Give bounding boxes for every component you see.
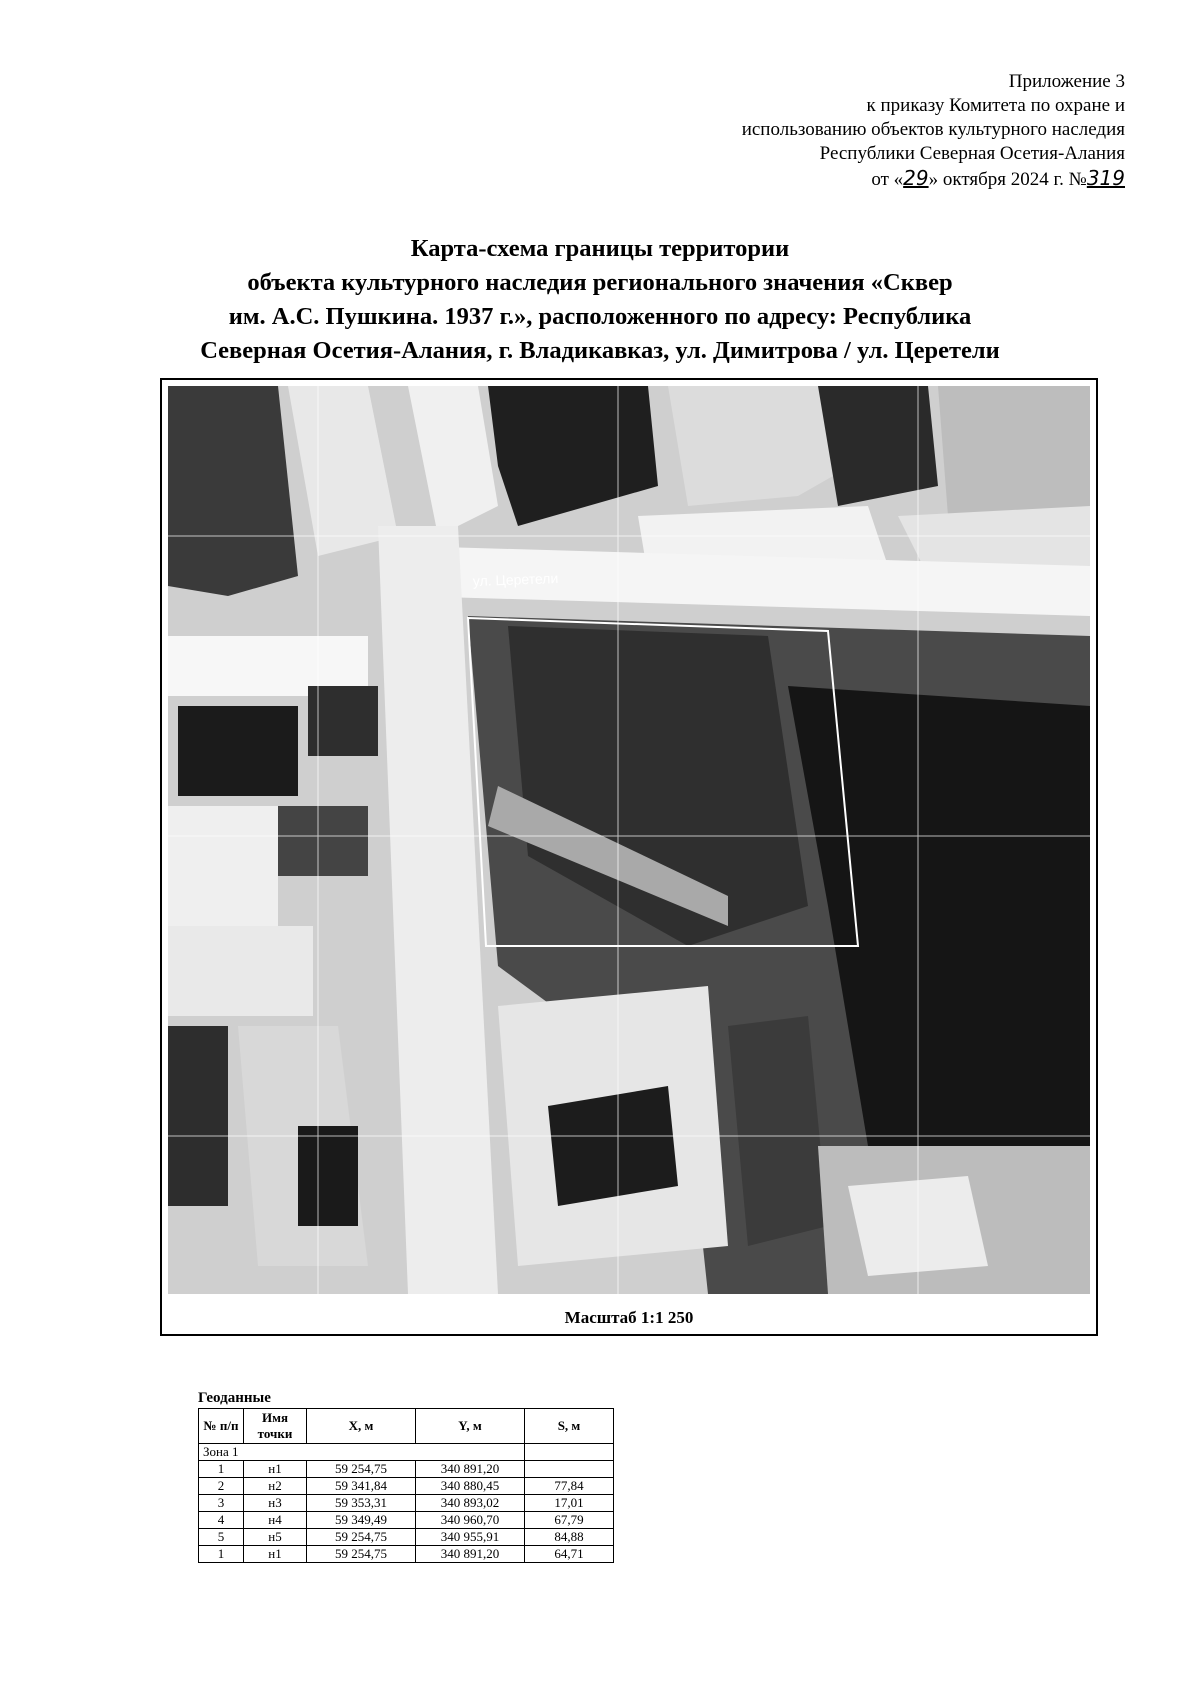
building <box>168 926 313 1016</box>
building <box>818 386 938 506</box>
table-row <box>199 1546 614 1563</box>
table-cell: н5 <box>244 1529 307 1546</box>
table-cell: 2 <box>199 1478 244 1495</box>
distance-cell: 77,84 <box>525 1478 614 1495</box>
table-row <box>199 1461 614 1478</box>
header-y: Y, м <box>416 1409 525 1444</box>
distance-cell: 17,01 <box>525 1495 614 1512</box>
table-cell: н2 <box>244 1478 307 1495</box>
header-point-name: Имя точки <box>244 1409 307 1444</box>
table-cell: 340 891,20 <box>416 1546 525 1563</box>
appendix-line-4: Республики Северная Осетия-Алания <box>819 143 1125 164</box>
title-line-1: Карта-схема границы территории <box>410 235 790 262</box>
table-cell: 59 349,49 <box>307 1512 416 1529</box>
header-number: № п/п <box>199 1409 244 1444</box>
table-cell: 3 <box>199 1495 244 1512</box>
distance-cell: 84,88 <box>525 1529 614 1546</box>
table-cell: 340 891,20 <box>416 1461 525 1478</box>
building <box>178 706 298 796</box>
table-cell: 1 <box>199 1546 244 1563</box>
table-cell: 340 880,45 <box>416 1478 525 1495</box>
date-middle: » октября 2024 г. № <box>928 169 1087 190</box>
table-cell: 59 254,75 <box>307 1546 416 1563</box>
table-cell: 340 960,70 <box>416 1512 525 1529</box>
table-cell: н4 <box>244 1512 307 1529</box>
table-cell: 340 955,91 <box>416 1529 525 1546</box>
aerial-map <box>168 386 1090 1294</box>
date-prefix: от « <box>871 169 904 190</box>
title-line-2: объекта культурного наследия регионального значения «Сквер <box>247 269 953 296</box>
building <box>168 806 278 926</box>
geodata-title: Геоданные <box>198 1390 271 1406</box>
table-cell: 59 341,84 <box>307 1478 416 1495</box>
table-cell: 5 <box>199 1529 244 1546</box>
table-cell: 340 893,02 <box>416 1495 525 1512</box>
distance-cell: 67,79 <box>525 1512 614 1529</box>
table-row <box>199 1495 614 1512</box>
geodata-table <box>198 1408 614 1563</box>
table-cell: 59 254,75 <box>307 1461 416 1478</box>
appendix-line-1: Приложение 3 <box>1008 71 1125 92</box>
table-cell: 59 353,31 <box>307 1495 416 1512</box>
building <box>168 1026 228 1206</box>
appendix-line-3: использованию объектов культурного наследия <box>741 119 1125 140</box>
appendix-line-2: к приказу Комитета по охране и <box>866 95 1125 116</box>
table-cell <box>525 1444 614 1461</box>
appendix-block <box>565 70 1125 192</box>
header-x: X, м <box>307 1409 416 1444</box>
distance-cell: 64,71 <box>525 1546 614 1563</box>
table-cell: н1 <box>244 1546 307 1563</box>
title-line-4: Северная Осетия-Алания, г. Владикавказ, ул. Димитрова / ул. Церетели <box>200 337 1000 364</box>
table-header-row <box>199 1409 614 1444</box>
header-s: S, м <box>525 1409 614 1444</box>
document-title <box>120 232 1080 368</box>
map-frame <box>160 378 1098 1336</box>
table-cell: н3 <box>244 1495 307 1512</box>
map-scale: Масштаб 1:1 250 <box>564 1308 694 1327</box>
title-line-3: им. А.С. Пушкина. 1937 г.», расположенного по адресу: Республика <box>228 303 972 330</box>
table-row <box>199 1512 614 1529</box>
table-cell <box>525 1461 614 1478</box>
order-number: 319 <box>1086 166 1125 190</box>
building <box>168 386 298 596</box>
building <box>938 386 1090 526</box>
zone-label: Зона 1 <box>199 1444 525 1461</box>
table-cell: н1 <box>244 1461 307 1478</box>
appendix-date-line <box>565 166 1125 192</box>
table-cell: 1 <box>199 1461 244 1478</box>
table-cell: 4 <box>199 1512 244 1529</box>
building <box>278 806 368 876</box>
street-label-tsereteli: ул. Церетели <box>472 570 559 589</box>
table-row <box>199 1478 614 1495</box>
table-zone-row <box>199 1444 614 1461</box>
building <box>298 1126 358 1226</box>
table-row <box>199 1529 614 1546</box>
table-cell: 59 254,75 <box>307 1529 416 1546</box>
building <box>548 1086 678 1206</box>
order-day: 29 <box>903 166 929 190</box>
